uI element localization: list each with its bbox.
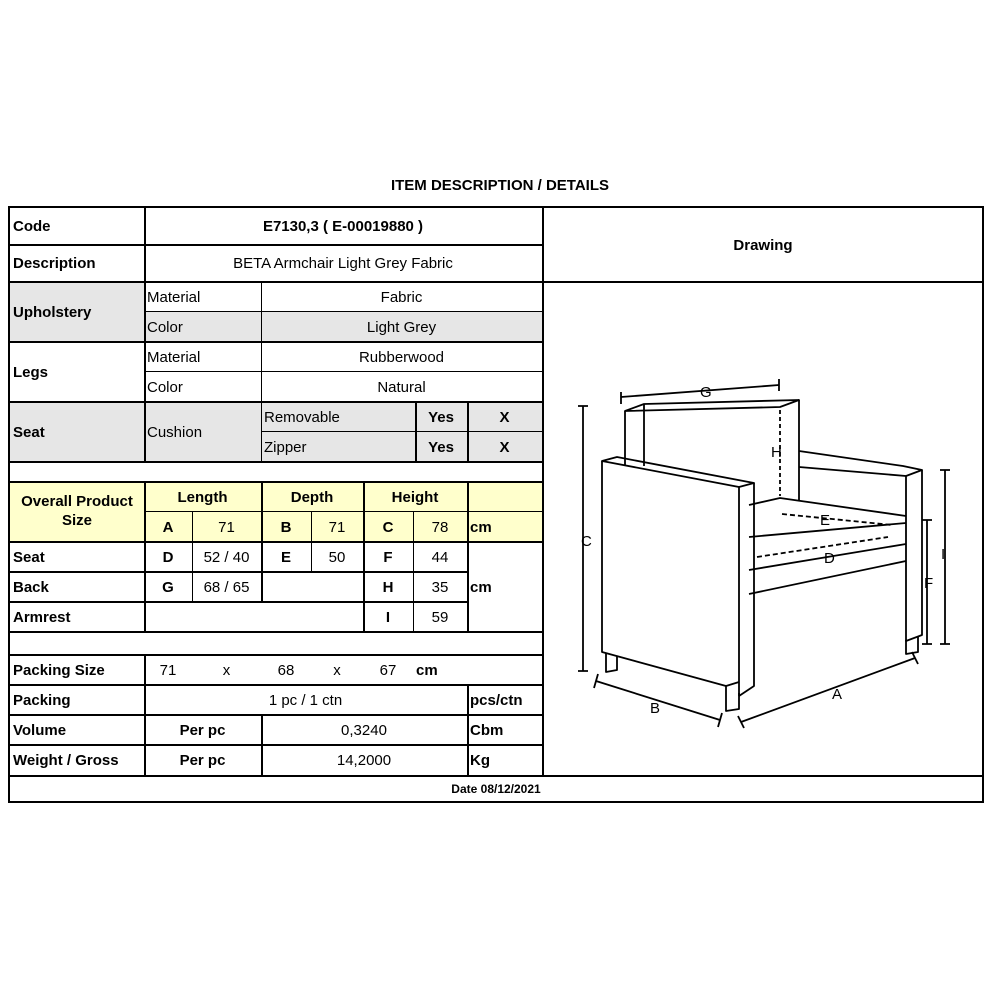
height-header: Height [363,482,467,512]
dim-letter-e: E [280,548,291,566]
dim-letter-g: G [162,578,174,596]
seat-dim-label: Seat [13,548,45,566]
backrest-top [625,400,799,411]
packing-size-height: 67 [379,661,397,679]
dim-value-c: 78 [413,512,467,542]
armrest-dim-label: Armrest [13,608,71,626]
legs-material: Rubberwood [358,348,445,366]
dim-value-i: 59 [431,608,449,626]
dim-value-a: 71 [192,512,261,542]
removable-mark: X [467,402,542,432]
length-header: Length [144,482,261,512]
dim-letter-i: I [385,608,391,626]
packing-size-unit: cm [416,661,438,679]
dim-value-h: 35 [431,578,449,596]
dim-value-g: 68 / 65 [203,578,250,596]
code-value: E7130,3 ( E-00019880 ) [262,218,424,235]
packing-unit: pcs/ctn [470,691,523,709]
packing-size-label: Packing Size [13,661,105,679]
volume-label: Volume [13,721,67,739]
dim-letter-d: D [162,548,174,566]
dim-value-f: 44 [431,548,449,566]
upholstery-material: Fabric [380,288,423,306]
right-arm-front [906,470,922,641]
description-label: Description [13,255,96,272]
volume-per: Per pc [179,721,226,739]
back-dim-unit: cm [470,578,492,596]
weight-value: 14,2000 [336,751,392,769]
empty-header-cell [467,482,542,512]
date-footer: Date 08/12/2021 [451,782,541,796]
drawing-label-d: D [824,550,835,567]
zipper-yes: Yes [415,432,467,462]
packing-size-length: 71 [159,661,177,679]
dim-letter-f: F [383,548,393,566]
left-arm-outer [602,461,739,686]
drawing-label-c: C [581,533,592,550]
zipper-label: Zipper [261,432,415,462]
legs-material-label: Material [147,348,201,366]
drawing-label-g: G [700,384,712,401]
page-title: ITEM DESCRIPTION / DETAILS [390,177,610,194]
back-dim-label: Back [13,578,49,596]
volume-value: 0,3240 [341,721,387,739]
armchair-drawing [544,283,982,775]
removable-yes: Yes [415,402,467,432]
drawing-label-f: F [924,575,934,592]
drawing-header: Drawing [733,236,793,254]
leg-front-left [726,686,739,711]
upholstery-material-label: Material [147,288,201,306]
zipper-mark: X [467,432,542,462]
legs-color: Natural [377,378,426,396]
drawing-label-b: B [650,700,661,717]
dim-line-d [757,537,888,557]
upholstery-color-label: Color [144,312,261,342]
item-details-sheet [8,206,984,803]
drawing-label-i: I [941,546,946,563]
seat-cushion-label: Cushion [144,402,261,462]
weight-label: Weight / Gross [13,751,119,769]
packing-size-width: 68 [277,661,295,679]
dim-value-e: 50 [328,548,346,566]
dim-letter-c: C [363,512,413,542]
weight-per: Per pc [179,751,226,769]
dim-value-d: 52 / 40 [203,548,250,566]
description-value: BETA Armchair Light Grey Fabric [233,255,453,272]
upholstery-color: Light Grey [261,312,542,342]
depth-header: Depth [261,482,363,512]
upholstery-label: Upholstery [10,282,144,342]
weight-unit: Kg [470,751,490,769]
left-arm-front [739,483,754,696]
dim-letter-h: H [382,578,394,596]
seat-info-label: Seat [10,402,144,462]
packing-value: 1 pc / 1 ctn [268,691,343,709]
dim-value-b: 71 [311,512,363,542]
packing-size-x1: x [222,661,231,679]
drawing-label-h: H [771,444,782,461]
packing-label: Packing [13,691,71,709]
drawing-label-a: A [832,686,843,703]
legs-label: Legs [13,363,49,381]
right-arm-top [799,451,922,476]
legs-color-label: Color [147,378,183,396]
code-label: Code [13,218,51,235]
dim-unit-cm: cm [467,512,542,542]
packing-size-x2: x [333,661,341,679]
removable-label: Removable [261,402,415,432]
dim-letter-a: A [144,512,192,542]
dim-line-a [741,658,915,722]
overall-size-label: Overall Product Size [10,482,144,542]
dim-line-e [782,514,892,525]
drawing-label-e: E [820,512,831,529]
volume-unit: Cbm [470,721,504,739]
dim-letter-b: B [261,512,311,542]
